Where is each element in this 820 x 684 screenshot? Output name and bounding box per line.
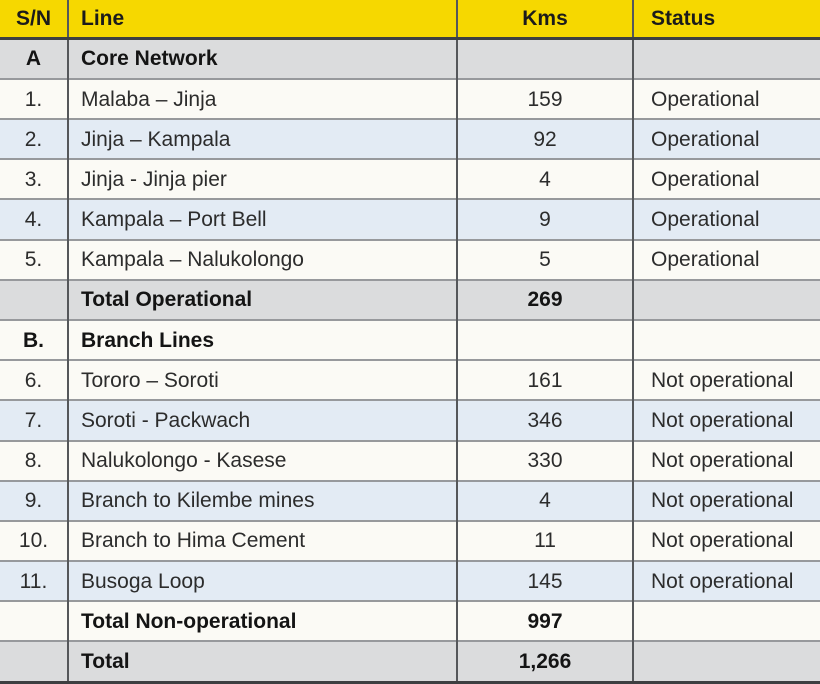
cell-status: Operational [633, 240, 820, 280]
cell-status: Not operational [633, 561, 820, 601]
cell-kilometers [457, 320, 633, 360]
cell-line-name: Jinja - Jinja pier [68, 159, 457, 199]
cell-kilometers: 269 [457, 280, 633, 320]
cell-line-name: Core Network [68, 38, 457, 79]
cell-status: Operational [633, 79, 820, 119]
cell-line-name: Busoga Loop [68, 561, 457, 601]
column-header-kms: Kms [457, 0, 633, 38]
cell-kilometers: 346 [457, 400, 633, 440]
cell-line-name: Tororo – Soroti [68, 360, 457, 400]
cell-line-name: Kampala – Nalukolongo [68, 240, 457, 280]
cell-status [633, 601, 820, 641]
cell-kilometers: 1,266 [457, 641, 633, 682]
table-row [0, 400, 820, 440]
cell-kilometers: 161 [457, 360, 633, 400]
cell-line-name: Nalukolongo - Kasese [68, 441, 457, 481]
cell-serial-number: 7. [24, 408, 43, 432]
table-row [0, 360, 820, 400]
table-body [0, 38, 820, 683]
cell-serial-number: 6. [24, 368, 43, 392]
cell-serial-number: 5. [24, 248, 43, 272]
cell-serial-number: 11. [19, 569, 48, 593]
cell-line-name: Jinja – Kampala [68, 119, 457, 159]
cell-serial-number [0, 641, 68, 682]
cell-kilometers: 4 [457, 481, 633, 521]
cell-line-name: Total Non-operational [68, 601, 457, 641]
table-row [0, 280, 820, 320]
cell-line-name: Soroti - Packwach [68, 400, 457, 440]
header-row [0, 0, 820, 38]
cell-status: Not operational [633, 521, 820, 561]
table-row [0, 601, 820, 641]
cell-status [633, 320, 820, 360]
cell-serial-number: 10. [18, 529, 49, 553]
cell-serial-number: 2. [24, 127, 43, 151]
cell-status [633, 280, 820, 320]
cell-status: Not operational [633, 400, 820, 440]
cell-status: Not operational [633, 481, 820, 521]
cell-kilometers: 9 [457, 199, 633, 239]
cell-kilometers [457, 38, 633, 79]
table-row [0, 441, 820, 481]
cell-kilometers: 997 [457, 601, 633, 641]
table-row [0, 159, 820, 199]
cell-line-name: Total Operational [68, 280, 457, 320]
cell-status [633, 641, 820, 682]
table-row [0, 320, 820, 360]
table-row [0, 561, 820, 601]
cell-serial-number [0, 280, 68, 320]
cell-kilometers: 159 [457, 79, 633, 119]
cell-status: Operational [633, 199, 820, 239]
column-header-line: Line [68, 0, 457, 38]
cell-status: Operational [633, 119, 820, 159]
cell-line-name: Branch to Kilembe mines [68, 481, 457, 521]
cell-serial-number [0, 601, 68, 641]
table-row [0, 521, 820, 561]
table-row [0, 481, 820, 521]
cell-serial-number: 4. [24, 208, 43, 232]
cell-kilometers: 4 [457, 159, 633, 199]
table-row [0, 240, 820, 280]
cell-status: Operational [633, 159, 820, 199]
table-row [0, 199, 820, 239]
cell-status [633, 38, 820, 79]
cell-status: Not operational [633, 360, 820, 400]
column-header-sn: S/N [15, 6, 51, 30]
cell-line-name: Total [68, 641, 457, 682]
cell-serial-number: 9. [24, 489, 43, 513]
cell-serial-number: 1. [24, 87, 43, 111]
cell-kilometers: 11 [457, 521, 633, 561]
table-row [0, 119, 820, 159]
cell-kilometers: 330 [457, 441, 633, 481]
table-row [0, 641, 820, 682]
cell-serial-number: A [25, 47, 42, 71]
cell-kilometers: 145 [457, 561, 633, 601]
cell-line-name: Branch to Hima Cement [68, 521, 457, 561]
cell-line-name: Malaba – Jinja [68, 79, 457, 119]
cell-status: Not operational [633, 441, 820, 481]
cell-serial-number: 3. [24, 167, 43, 191]
cell-serial-number: B. [23, 328, 44, 352]
table-row [0, 79, 820, 119]
table-row [0, 38, 820, 79]
cell-kilometers: 92 [457, 119, 633, 159]
cell-serial-number: 8. [24, 449, 43, 473]
table-header [0, 0, 820, 38]
cell-line-name: Kampala – Port Bell [68, 199, 457, 239]
cell-kilometers: 5 [457, 240, 633, 280]
cell-line-name: Branch Lines [68, 320, 457, 360]
column-header-status: Status [633, 0, 820, 38]
